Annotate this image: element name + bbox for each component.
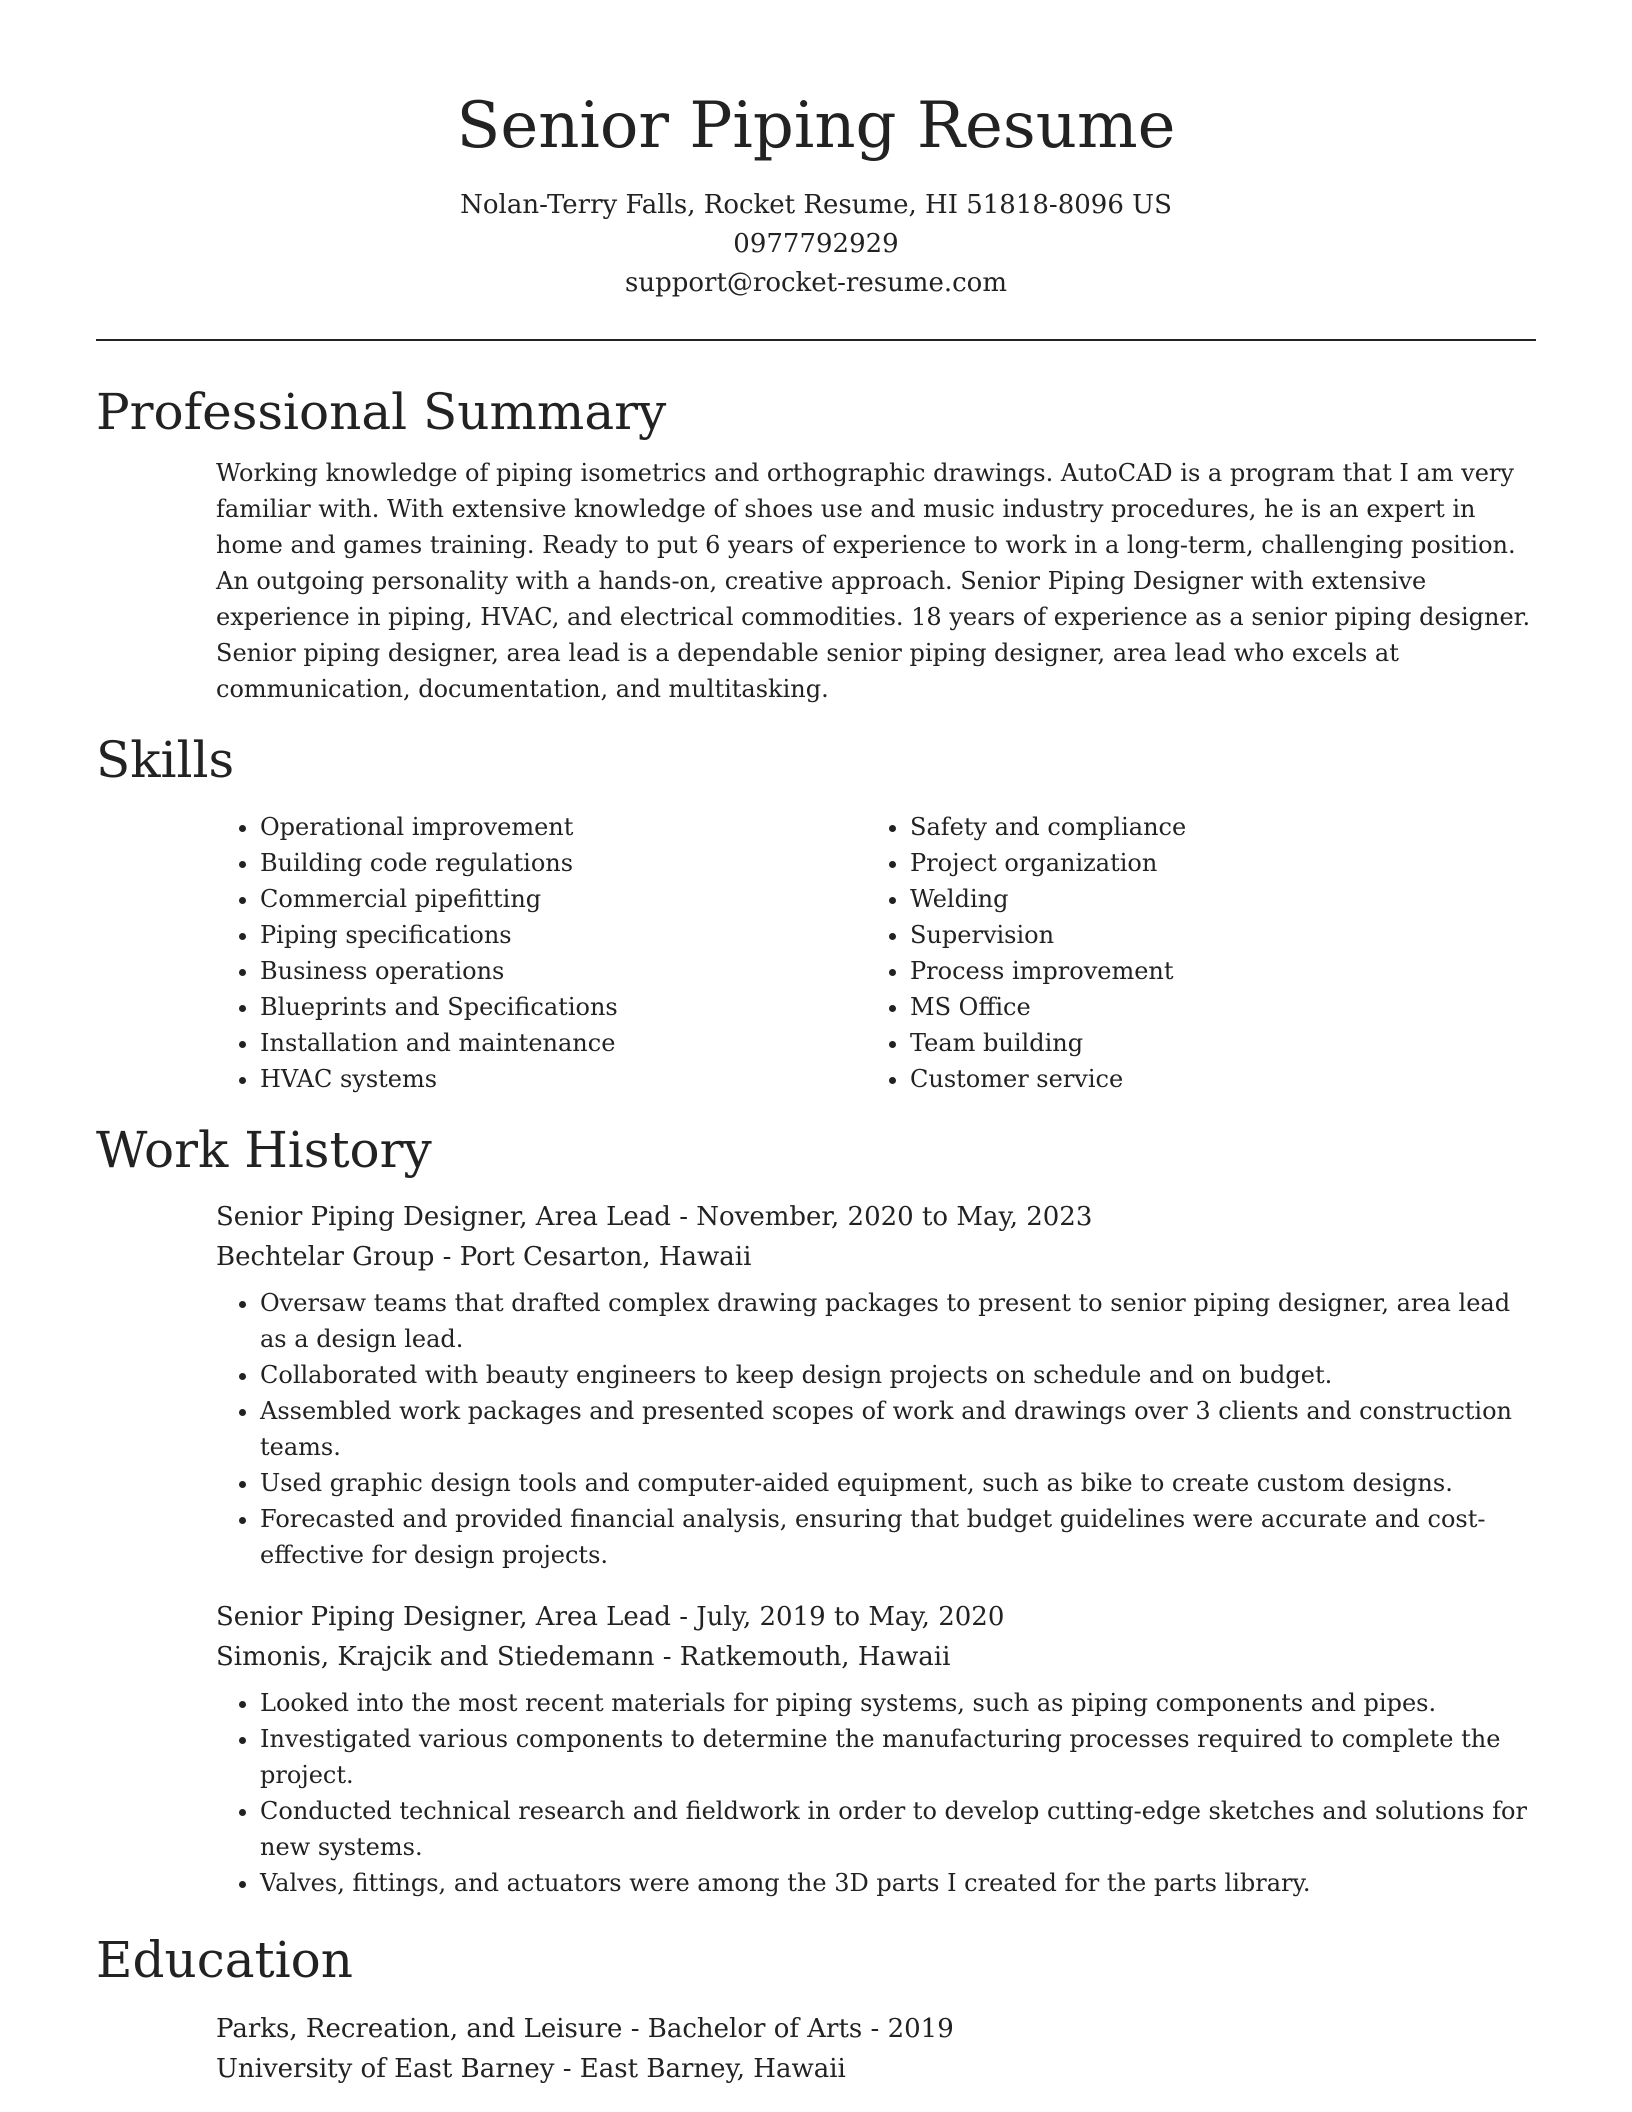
education-location: - East Barney, Hawaii	[554, 2054, 846, 2084]
resume-title: Senior Piping Resume	[456, 89, 1176, 163]
resume-page	[96, 0, 1536, 2089]
contact-email: support@rocket-resume.com	[624, 268, 1007, 298]
job-entry	[216, 1197, 1536, 1573]
skill-item: • Piping specifications	[260, 917, 866, 953]
header-divider	[96, 339, 1536, 341]
contact-phone: 0977792929	[733, 229, 899, 259]
section-education	[96, 1925, 1536, 2089]
job-company: Simonis, Krajcik and Stiedemann	[216, 1642, 655, 1672]
skills-column-left	[216, 809, 866, 1097]
job-org-line	[216, 1237, 1536, 1277]
summary-heading: Professional Summary	[96, 383, 667, 441]
skill-item: • Process improvement	[910, 953, 1516, 989]
job-bullet: • Conducted technical research and fieldwork in order to develop cutting-edge sketches and solutions for new systems.	[260, 1793, 1536, 1865]
job-role: Senior Piping Designer, Area Lead	[216, 1202, 671, 1232]
skill-item: • Commercial pipefitting	[260, 881, 866, 917]
education-school-line	[216, 2049, 1536, 2089]
skill-item: • Welding	[910, 881, 1516, 917]
education-school: University of East Barney	[216, 2054, 555, 2084]
skill-item: • Operational improvement	[260, 809, 866, 845]
skills-heading: Skills	[96, 731, 235, 789]
section-summary	[96, 377, 1536, 707]
skill-item: • HVAC systems	[260, 1061, 866, 1097]
job-bullet: • Valves, fittings, and actuators were among the 3D parts I created for the parts library.	[260, 1865, 1536, 1901]
job-entry	[216, 1597, 1536, 1901]
skill-item: • Installation and maintenance	[260, 1025, 866, 1061]
skills-grid	[216, 809, 1536, 1097]
job-bullet: • Oversaw teams that drafted complex drawing packages to present to senior piping designer, area lead as a design lead.	[260, 1285, 1536, 1357]
education-degree-line: Parks, Recreation, and Leisure - Bachelor of Arts - 2019	[216, 2014, 954, 2044]
skill-item: • MS Office	[910, 989, 1516, 1025]
contact-address: Nolan-Terry Falls, Rocket Resume, HI 51818-8096 US	[460, 190, 1172, 220]
summary-text: Working knowledge of piping isometrics and orthographic drawings. AutoCAD is a program that I am very familiar with. With extensive knowledge of shoes use and music industry procedures, he is an expert in home and games training. Ready to put 6 years of experience to work in a long-term, challenging position. An outgoing personality with a hands-on, creative approach. Senior Piping Designer with extensive experience in piping, HVAC, and electrical commodities. 18 years of experience as a senior piping designer. Senior piping designer, area lead is a dependable senior piping designer, area lead who excels at communication, documentation, and multitasking.	[216, 459, 1531, 703]
section-work-history	[96, 1115, 1536, 1901]
job-bullet: • Collaborated with beauty engineers to keep design projects on schedule and on budget.	[260, 1357, 1536, 1393]
skill-item: • Supervision	[910, 917, 1516, 953]
contact-block	[96, 186, 1536, 303]
job-role: Senior Piping Designer, Area Lead	[216, 1602, 671, 1632]
resume-header	[96, 0, 1536, 303]
skill-item: • Safety and compliance	[910, 809, 1516, 845]
skill-item: • Business operations	[260, 953, 866, 989]
job-bullets	[216, 1685, 1536, 1901]
job-bullet: • Used graphic design tools and computer-aided equipment, such as bike to create custom designs.	[260, 1465, 1536, 1501]
job-title-line	[216, 1597, 1536, 1637]
job-bullet: • Investigated various components to determine the manufacturing processes required to complete the project.	[260, 1721, 1536, 1793]
job-bullet: • Looked into the most recent materials for piping systems, such as piping components and pipes.	[260, 1685, 1536, 1721]
job-bullet: • Assembled work packages and presented scopes of work and drawings over 3 clients and construction teams.	[260, 1393, 1536, 1465]
skill-item: • Project organization	[910, 845, 1516, 881]
job-location: - Port Cesarton, Hawaii	[434, 1242, 752, 1272]
job-bullets	[216, 1285, 1536, 1573]
job-location: - Ratkemouth, Hawaii	[654, 1642, 951, 1672]
job-dates: - July, 2019 to May, 2020	[670, 1602, 1005, 1632]
job-org-line	[216, 1637, 1536, 1677]
skills-column-right	[866, 809, 1516, 1097]
skill-item: • Customer service	[910, 1061, 1516, 1097]
section-skills	[96, 725, 1536, 1097]
education-heading: Education	[96, 1931, 353, 1989]
skill-item: • Blueprints and Specifications	[260, 989, 866, 1025]
job-company: Bechtelar Group	[216, 1242, 435, 1272]
skill-item: • Building code regulations	[260, 845, 866, 881]
job-dates: - November, 2020 to May, 2023	[670, 1202, 1093, 1232]
job-bullet: • Forecasted and provided financial analysis, ensuring that budget guidelines were accurate and cost-effective for design projects.	[260, 1501, 1536, 1573]
job-title-line	[216, 1197, 1536, 1237]
work-history-heading: Work History	[96, 1121, 432, 1179]
skill-item: • Team building	[910, 1025, 1516, 1061]
